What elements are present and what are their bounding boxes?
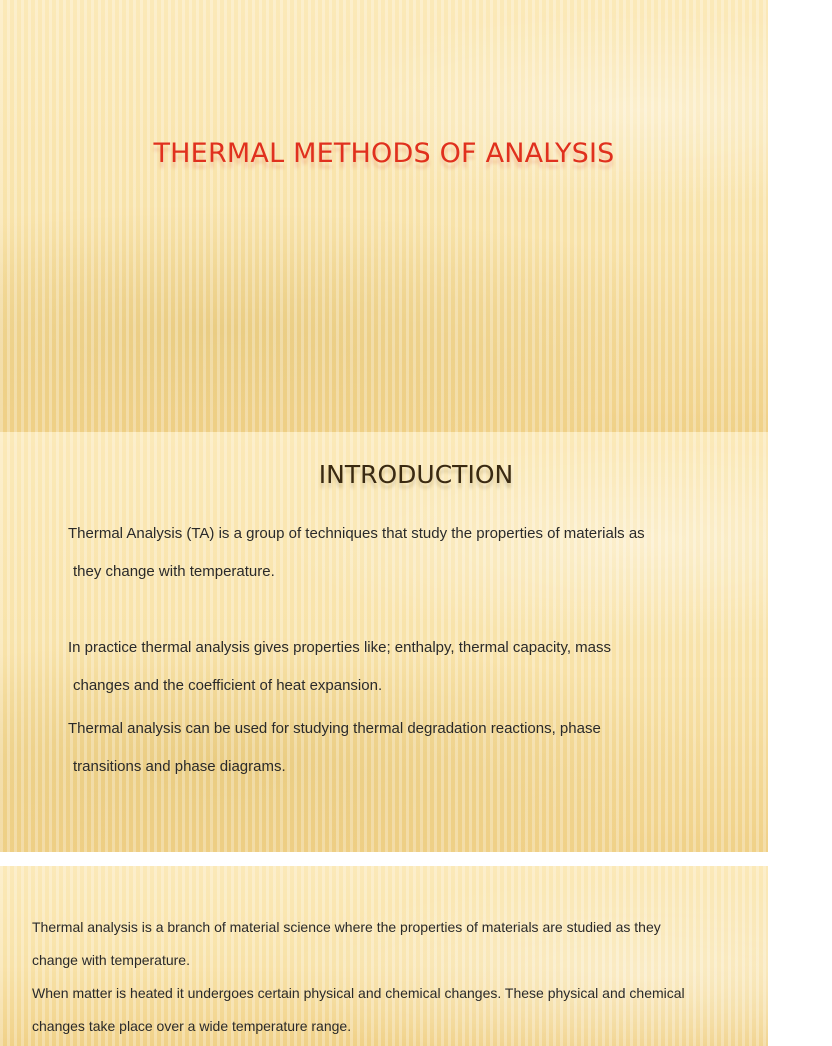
slide-body [32, 911, 732, 1043]
paragraph-line: Thermal analysis can be used for studying thermal degradation reactions, phase [68, 720, 601, 737]
paragraph-line: changes and the coefficient of heat expansion. [73, 677, 383, 694]
paragraph-line: transitions and phase diagrams. [73, 758, 286, 775]
body-line: change with temperature. [32, 952, 190, 968]
body-line: When matter is heated it undergoes certain physical and chemical changes. These physical and chemical [32, 985, 685, 1001]
paragraph [68, 515, 738, 591]
body-line: Thermal analysis is a branch of material science where the properties of materials are studied as they [32, 919, 661, 935]
slide-separator [0, 852, 768, 866]
slide-title: THERMAL METHODS OF ANALYSIS [153, 138, 615, 169]
paragraph [68, 629, 738, 705]
slide-3 [0, 866, 768, 1046]
paragraph-line: In practice thermal analysis gives properties like; enthalpy, thermal capacity, mass [68, 639, 612, 656]
paragraph [68, 710, 738, 786]
body-line: changes take place over a wide temperature range. [32, 1018, 352, 1034]
paragraph-line: Thermal Analysis (TA) is a group of techniques that study the properties of materials as [68, 525, 645, 542]
slide-2 [0, 432, 768, 852]
slide-1 [0, 0, 768, 432]
section-heading: INTRODUCTION [318, 460, 514, 489]
paragraph-line: they change with temperature. [73, 563, 275, 580]
